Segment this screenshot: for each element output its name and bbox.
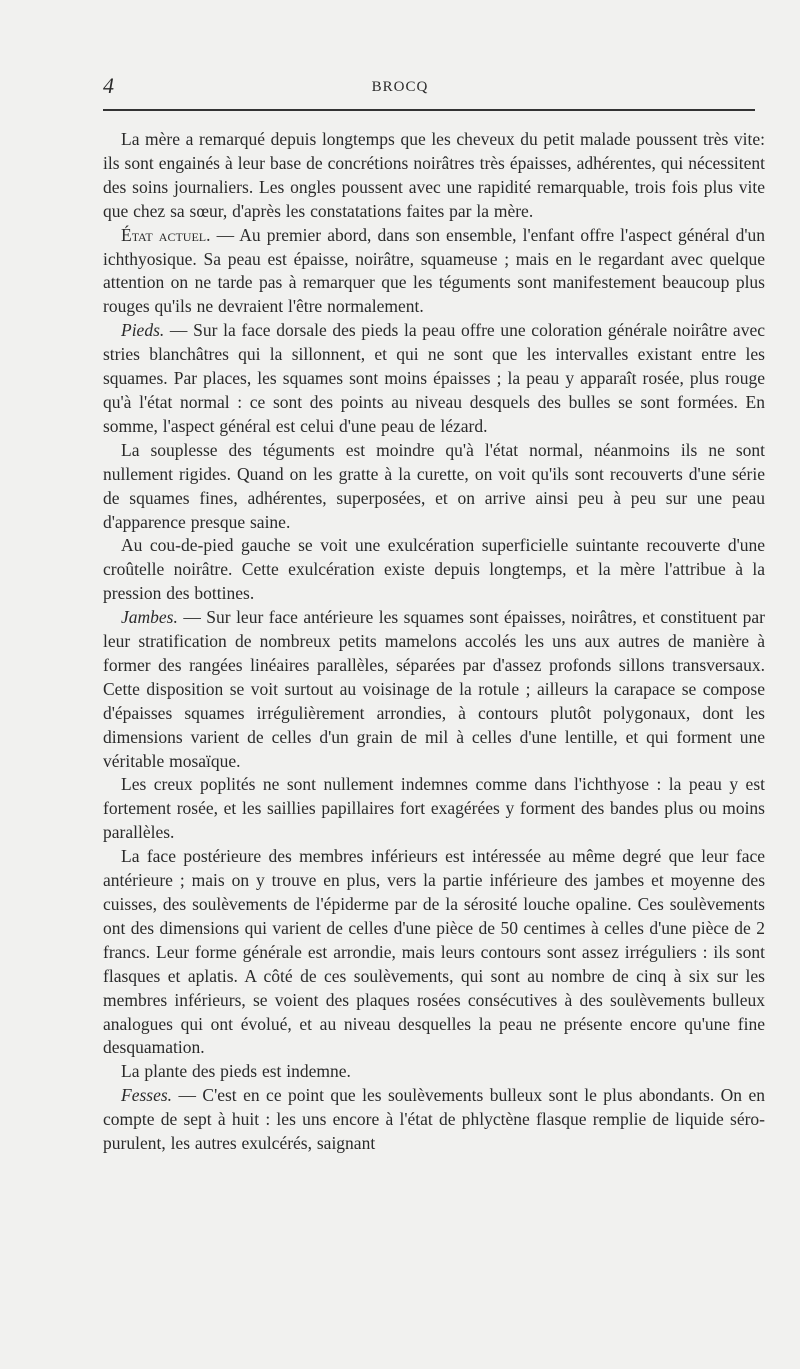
paragraph-jambes: Jambes. — Sur leur face antérieure les squames sont épaisses, noirâtres, et constituent par leur stratification de nombreux petits mamelons accolés les uns aux autres de manière à former des rangées linéaires parallèles, séparées par d'assez profonds sillons transversaux. Cette disposition se voit surtout au voisinage de la rotule ; ailleurs la carapace se compose d'épaisses squames irrégulièrement arrondies, à contours plutôt polygonaux, dont les dimensions varient de celles d'un grain de mil à celles d'une lentille, et qui forment une véritable mosaïque.: [103, 607, 765, 771]
paragraph-face-posterieure: La face postérieure des membres inférieurs est intéressée au même degré que leur face antérieure ; mais on y trouve en plus, vers la partie inférieure des jambes et moyenne des cuisses, des soulèvements de l'épiderme par de la sérosité louche opaline. Ces soulèvements ont des dimensions qui varient de celles d'une pièce de 50 centimes à celles d'une pièce de 2 francs. Leur forme générale est arrondie, mais leurs contours sont assez irréguliers : ils sont flasques et aplatis. A côté de ces soulèvements, qui sont au nombre de cinq à six sur les membres inférieurs, se voient des plaques rosées consécutives à des soulèvements bulleux analogues qui ont évolué, et au niveau desquelles la peau ne présente encore qu'une fine desquamation.: [103, 846, 765, 1058]
section-heading-etat-actuel: État actuel.: [121, 224, 211, 245]
paragraph-mother-remarks: La mère a remarqué depuis longtemps que les cheveux du petit malade poussent très vite: ils sont engainés à leur base de concrétions noirâtres très épaisses, adhérentes, qui nécessitent des soins journaliers. Les ongles poussent avec une rapidité remarquable, trois fois plus vite que chez sa sœur, d'après les constatations faites par la mère.: [103, 129, 765, 221]
section-heading-jambes: Jambes.: [121, 607, 178, 628]
paragraph-plante: La plante des pieds est indemne.: [121, 1061, 351, 1082]
body-text: [103, 128, 765, 1156]
running-title: BROCQ: [371, 79, 429, 95]
section-heading-pieds: Pieds.: [121, 320, 165, 341]
paragraph-cou-de-pied: Au cou-de-pied gauche se voit une exulcération superficielle suintante recouverte d'une croûtelle noirâtre. Cette exulcération existe depuis longtemps, et la mère l'attribue à la pression des bottines.: [103, 535, 765, 604]
page-number: 4: [103, 73, 114, 98]
section-heading-fesses: Fesses.: [121, 1085, 173, 1106]
paragraph-creux-poplites: Les creux poplités ne sont nullement indemnes comme dans l'ichthyose : la peau y est fortement rosée, et les saillies papillaires fort exagérées y forment des bandes plus ou moins parallèles.: [103, 774, 765, 843]
header-rule: [103, 109, 755, 111]
paragraph-souplesse: La souplesse des téguments est moindre qu'à l'état normal, néanmoins ils ne sont nullement rigides. Quand on les gratte à la curette, on voit qu'ils sont recouverts d'une série de squames fines, adhérentes, superposées, et on arrive ainsi peu à peu sur une peau d'apparence presque saine.: [103, 439, 765, 532]
paragraph-pieds: Pieds. — Sur la face dorsale des pieds la peau offre une coloration générale noirâtre avec stries blanchâtres qui la sillonnent, et qui ne sont que les intervalles existant entre les squames. Par places, les squames sont moins épaisses ; la peau y apparaît rosée, plus rouge qu'à l'état normal : ce sont des points au niveau desquels des bulles se sont formées. En somme, l'aspect général est celui d'une peau de lézard.: [103, 320, 765, 436]
paragraph-etat-actuel: État actuel. — Au premier abord, dans son ensemble, l'enfant offre l'aspect général d'un ichthyosique. Sa peau est épaisse, noirâtre, squameuse ; mais en le regardant avec quelque attention on ne tarde pas à remarquer que les téguments sont manifestement beaucoup plus rouges qu'ils ne devraient l'être normalement.: [103, 224, 765, 317]
paragraph-fesses: Fesses. — C'est en ce point que les soulèvements bulleux sont le plus abondants. On en compte de sept à huit : les uns encore à l'état de phlyctène flasque remplie de liquide séro-purulent, les autres exulcérés, saignant: [103, 1085, 765, 1154]
